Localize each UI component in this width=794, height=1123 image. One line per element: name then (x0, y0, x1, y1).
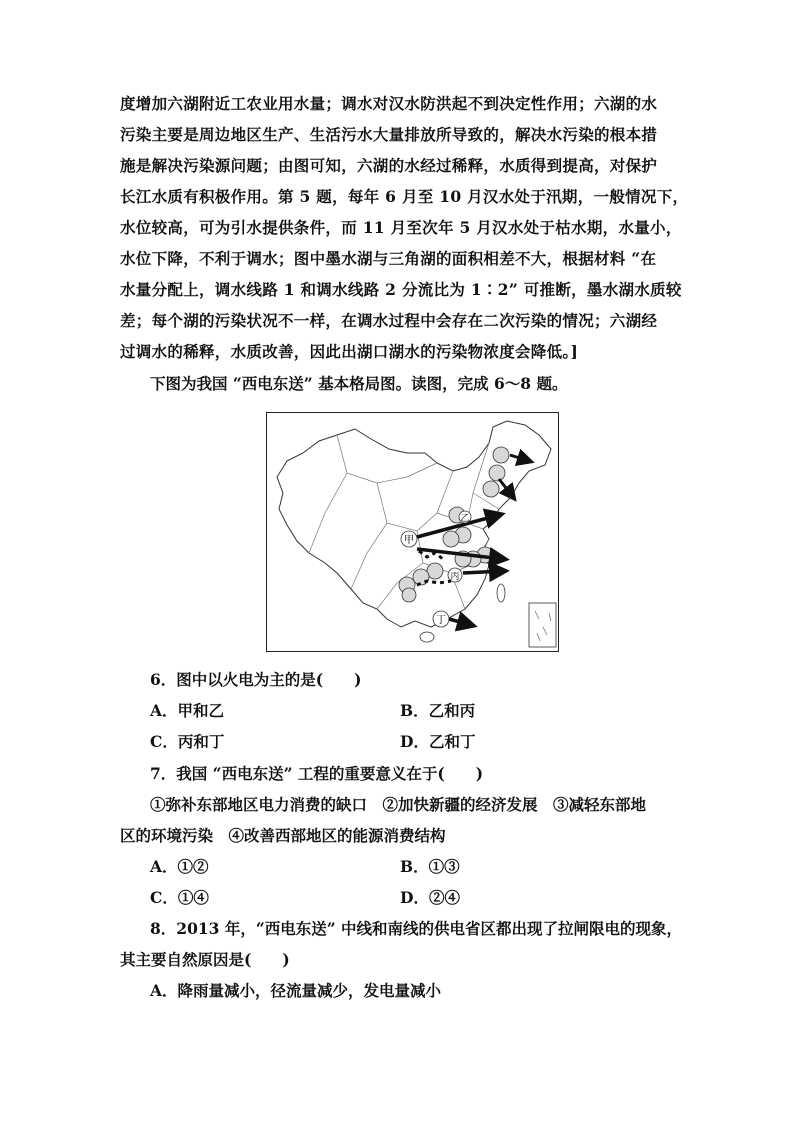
power-station-circle (493, 447, 509, 463)
question-8-stem-line1: 8．2013 年，“西电东送” 中线和南线的供电省区都出现了拉闸限电的现象， (150, 919, 683, 938)
question-6-option-a[interactable]: A．甲和乙 (150, 701, 225, 720)
china-map-figure (267, 413, 558, 651)
question-6-option-c[interactable]: C．丙和丁 (150, 732, 225, 751)
explanation-line: 度增加六湖附近工农业用水量；调水对汉水防洪起不到决定性作用；六湖的水 (120, 94, 658, 113)
question-8-stem-line2: 其主要自然原因是( ) (120, 950, 290, 969)
south-china-sea-inset (529, 603, 556, 647)
answer-explanation (120, 88, 689, 367)
question-7-items-line1: ①弥补东部地区电力消费的缺口 ②加快新疆的经济发展 ③减轻东部地 (150, 795, 647, 814)
question-6-stem: 6．图中以火电为主的是( ) (150, 670, 362, 689)
map-label-jia: 甲 (404, 535, 414, 546)
question-7-option-d[interactable]: D．②④ (400, 888, 460, 907)
question-8-option-a[interactable]: A．降雨量减小，径流量减少，发电量减小 (150, 981, 442, 1000)
explanation-line: 长江水质有积极作用。第 5 题，每年 6 月至 10 月汉水处于汛期，一般情况下， (120, 187, 689, 206)
question-7-option-c[interactable]: C．①④ (150, 888, 209, 907)
power-station-circle (443, 531, 459, 547)
question-6-option-b[interactable]: B．乙和丙 (400, 701, 476, 720)
question-7-option-a[interactable]: A．①② (150, 857, 209, 876)
power-station-circle (427, 563, 443, 579)
question-7-stem: 7．我国 “西电东送” 工程的重要意义在于( ) (150, 764, 484, 783)
explanation-line: 水位较高，可为引水提供条件，而 11 月至次年 5 月汉水处于枯水期，水量小， (120, 218, 682, 237)
explanation-line: 过调水的稀释，水质改善，因此出湖口湖水的污染物浓度会降低。] (120, 342, 579, 361)
question-6-option-d[interactable]: D．乙和丁 (400, 732, 476, 751)
hainan-island (420, 632, 434, 642)
power-station-circle (483, 481, 499, 497)
taiwan-island (497, 584, 505, 602)
question-7-items-line2: 区的环境污染 ④改善西部地区的能源消费结构 (120, 826, 446, 845)
power-station-circle (402, 588, 416, 602)
explanation-line: 施是解决污染源问题；由图可知，六湖的水经过稀释，水质得到提高，对保护 (120, 156, 658, 175)
map-label-bing: 丙 (450, 572, 460, 582)
power-station-circle (489, 465, 505, 481)
map-label-ding: 丁 (436, 615, 446, 626)
question-7-option-b[interactable]: B．①③ (400, 857, 460, 876)
map-label-yi: 乙 (460, 514, 470, 524)
explanation-line: 差；每个湖的污染状况不一样，在调水过程中会存在二次污染的情况；六湖经 (120, 311, 658, 330)
explanation-line: 水位下降，不利于调水；图中墨水湖与三角湖的面积相差不大，根据材料 “在 (120, 249, 657, 268)
question-intro: 下图为我国 “西电东送” 基本格局图。读图，完成 6～8 题。 (150, 374, 568, 393)
explanation-line: 污染主要是周边地区生产、生活污水大量排放所导致的，解决水污染的根本措 (120, 125, 658, 144)
west-east-power-map (266, 412, 559, 652)
explanation-line: 水量分配上，调水线路 1 和调水线路 2 分流比为 1∶2” 可推断，墨水湖水质较 (120, 280, 682, 299)
